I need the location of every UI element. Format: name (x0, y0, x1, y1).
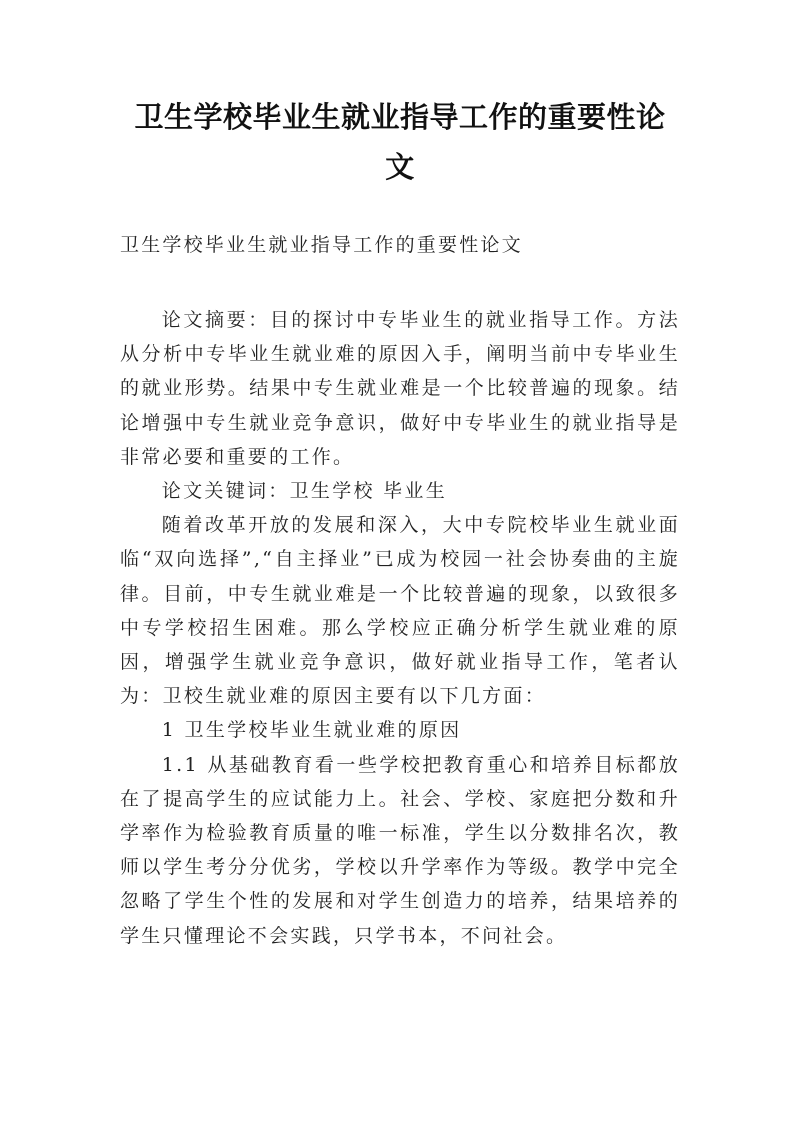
document-subtitle: 卫生学校毕业生就业指导工作的重要性论文 (120, 234, 523, 256)
keywords-paragraph: 论文关键词：卫生学校 毕业生 (161, 480, 448, 503)
document-title: 卫生学校毕业生就业指导工作的重要性论文 (134, 100, 666, 184)
section-paragraph: 1.1 从基础教育看一些学校把教育重心和培养目标都放在了提高学生的应试能力上。社会、学校、家庭把分数和升学率作为检验教育质量的唯一标准，学生以分数排名次，教师以学生考分分优劣，学校以升学率作为等级。教学中完全忽略了学生个性的发展和对学生创造力的培养，结果培养的学生只懂理论不会实践，只学书本，不问社会。 (120, 753, 680, 947)
document-body (120, 303, 680, 953)
intro-paragraph: 随着改革开放的发展和深入，大中专院校毕业生就业面临“双向选择”,“自主择业”已成为校园一社会协奏曲的主旋律。目前，中专生就业难是一个比较普遍的现象，以致很多中专学校招生困难。那么学校应正确分析学生就业难的原因，增强学生就业竞争意识，做好就业指导工作，笔者认为：卫校生就业难的原因主要有以下几方面： (120, 514, 680, 708)
abstract-paragraph: 论文摘要：目的探讨中专毕业生的就业指导工作。方法从分析中专毕业生就业难的原因入手，阐明当前中专毕业生的就业形势。结果中专生就业难是一个比较普遍的现象。结论增强中专生就业竞争意识，做好中专毕业生的就业指导是非常必要和重要的工作。 (120, 309, 680, 468)
section-heading: 1 卫生学校毕业生就业难的原因 (161, 719, 462, 742)
